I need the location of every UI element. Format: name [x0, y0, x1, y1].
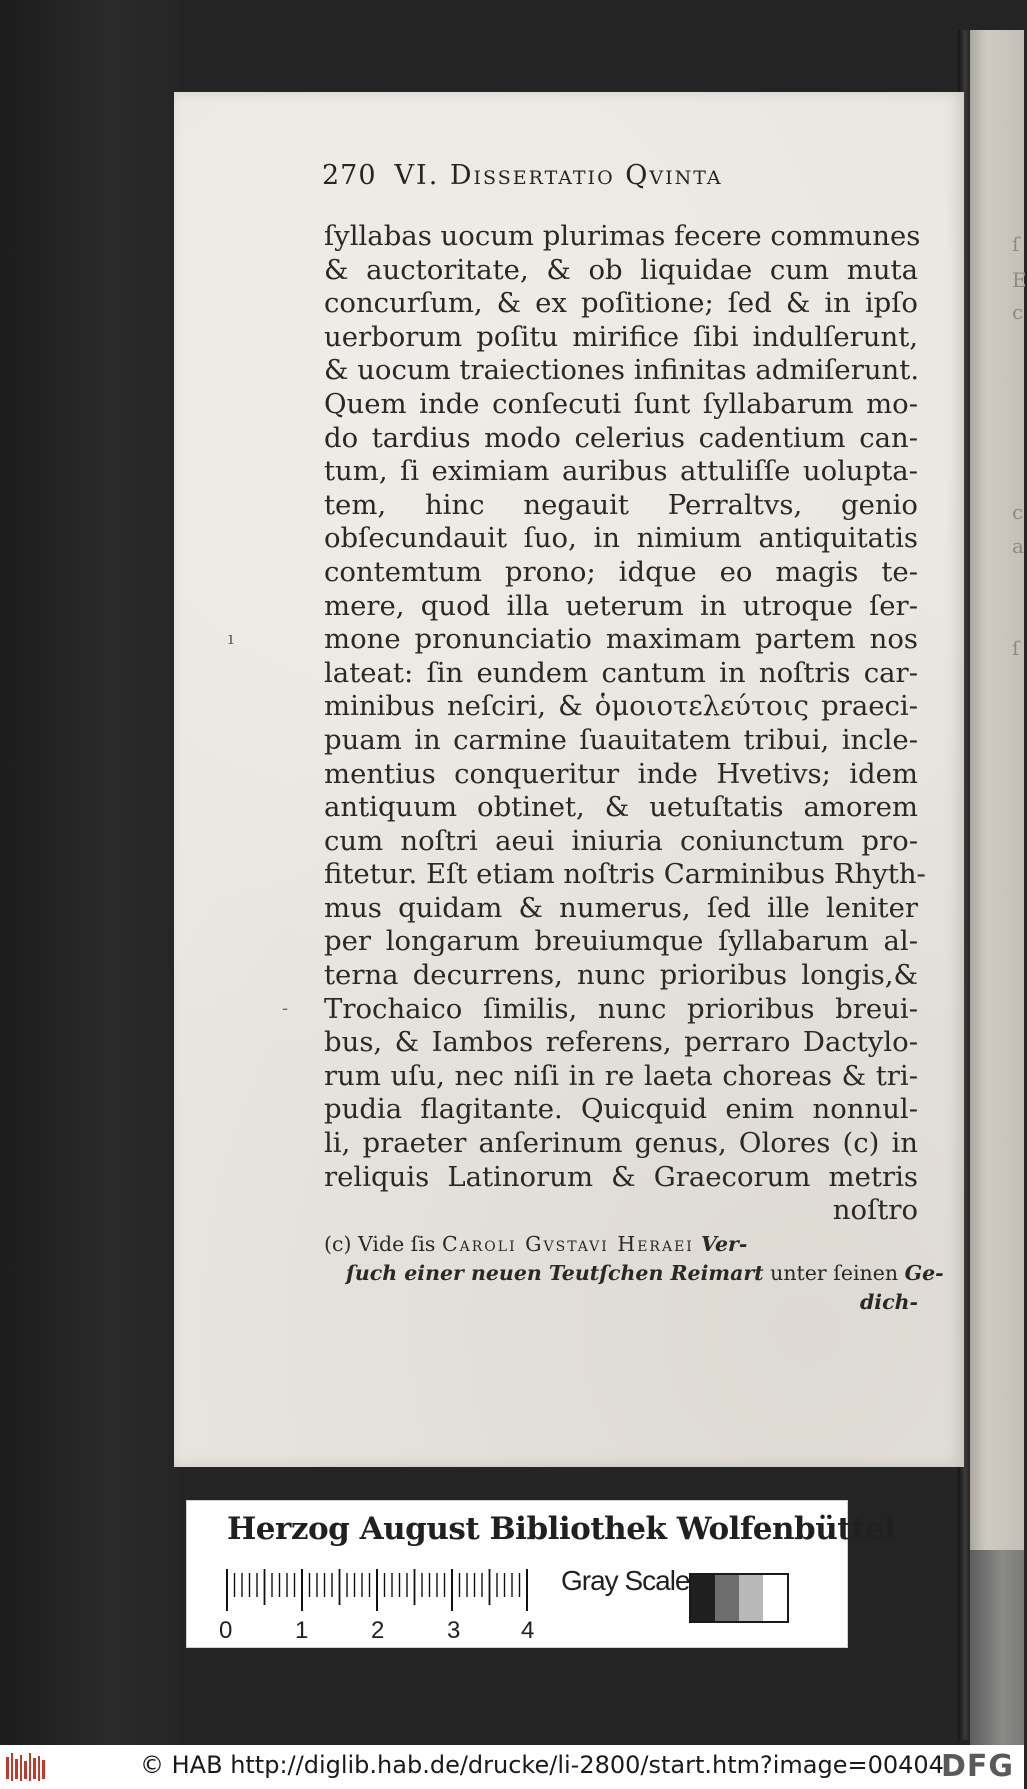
bleed-letter: ſ: [1012, 232, 1020, 256]
margin-mark: ı: [228, 628, 234, 649]
footnote-title: ſuch einer neuen Teutſchen Reimart: [346, 1261, 764, 1285]
bleed-letter: ſ: [1012, 636, 1020, 660]
text-line: Quem inde conſecuti ſunt ſyllabarum mo-: [324, 387, 918, 420]
text-line: minibus neſciri, & ὁμοιοτελεύτοις praeci-: [324, 690, 918, 723]
footnote-line-1: [324, 1230, 918, 1259]
text-line: cum noſtri aeui iniuria coniunctum pro-: [324, 824, 918, 857]
text-line: do tardius modo celerius cadentium can-: [324, 421, 918, 454]
text-line: tem, hinc negauit Perraltvs, genio: [324, 488, 918, 521]
text-line: mentius conqueritur inde Hvetivs; idem: [324, 757, 918, 790]
text-line: tum, ſi eximiam auribus attuliſſe uolupta-: [324, 455, 918, 488]
footnote-author: Caroli Gvstavi Heraei: [441, 1232, 694, 1256]
gray-swatch-step: [739, 1575, 763, 1621]
ruler-number: 3: [447, 1617, 461, 1644]
bleed-letter: c: [1012, 300, 1024, 324]
footnote-line-2: [324, 1259, 944, 1288]
text-line: mone pronunciatio maximam partem nos: [324, 623, 918, 656]
text-line: terna decurrens, nunc prioribus longis,&: [324, 959, 918, 992]
text-line: & uocum traiectiones infinitas admiſerunt.: [324, 354, 920, 387]
text-line: & auctoritate, & ob liquidae cum muta: [324, 253, 918, 286]
text-line: mus quidam & numerus, ſed ille leniter: [324, 891, 918, 924]
text-line: contemtum prono; idque eo magis te-: [324, 555, 918, 588]
copyright-url[interactable]: © HAB http://diglib.hab.de/drucke/li-2800/start.htm?image=00404: [140, 1751, 944, 1779]
text-line: lateat: ſin eundem cantum in noſtris car-: [324, 656, 918, 689]
text-line: concurſum, & ex poſitione; ſed & in ipſo: [324, 287, 918, 320]
gray-swatch-step: [691, 1575, 715, 1621]
text-line: ſyllabas uocum plurimas fecere communes: [324, 220, 921, 252]
text-line: puam in carmine ſuauitatem tribui, incle-: [324, 723, 918, 756]
grayscale-label: Gray Scale: [561, 1565, 690, 1596]
book-binding-left: [0, 0, 180, 1745]
next-page-strip: [970, 30, 1024, 1550]
text-line: mere, quod illa ueterum in utroque ſer-: [324, 589, 918, 622]
catchword: noſtro: [832, 1194, 918, 1227]
text-line: uerborum poſitu mirifice ſibi indulſerunt,: [324, 320, 918, 353]
book-page: [174, 92, 964, 1467]
library-name: Herzog August Bibliothek Wolfenbüttel: [227, 1511, 896, 1547]
running-head-title: VI. Dissertatio Qvinta: [394, 160, 723, 191]
text-line: obſecundauit ſuo, in nimium antiquitatis: [324, 522, 918, 555]
margin-mark: -: [282, 998, 289, 1019]
footnote-title: Ver-: [693, 1232, 748, 1256]
ruler-number: 0: [219, 1617, 233, 1644]
footnote-text: unter ſeinen: [763, 1261, 905, 1285]
ruler-number: 1: [295, 1617, 309, 1644]
text-line: rum uſu, nec niſi in re laeta choreas & tri-: [324, 1059, 918, 1092]
dfg-logo: DFG: [940, 1749, 1014, 1784]
footnote-title: Ge-: [904, 1261, 944, 1285]
text-line: per longarum breuiumque ſyllabarum al-: [324, 925, 918, 958]
color-calibration-bar: [186, 1500, 896, 1648]
page-number: 270: [322, 160, 377, 191]
grayscale-swatch: [689, 1573, 789, 1623]
running-head: [322, 160, 882, 191]
text-line: reliquis Latinorum & Graecorum metris: [324, 1160, 918, 1193]
footnote: [324, 1230, 944, 1317]
text-line: pudia flagitante. Quicquid enim nonnul-: [324, 1093, 918, 1126]
text-line: antiquum obtinet, & uetuſtatis amorem: [324, 791, 918, 824]
text-line: Trochaico ſimilis, nunc prioribus breui-: [324, 992, 918, 1025]
ruler-number: 2: [371, 1617, 385, 1644]
text-line: bus, & Iambos referens, perraro Dactylo-: [324, 1026, 918, 1059]
bleed-letter: a: [1012, 534, 1024, 558]
text-line: fitetur. Eſt etiam noſtris Carminibus Rhyth-: [324, 858, 926, 891]
ruler-numbers: [219, 1617, 539, 1643]
body-text: [324, 220, 926, 1228]
footnote-line-3: [324, 1288, 918, 1317]
bleed-letter: c: [1012, 500, 1024, 524]
gray-swatch-step: [763, 1575, 787, 1621]
gray-swatch-step: [715, 1575, 739, 1621]
footnote-text: (c) Vide ſis: [324, 1232, 442, 1256]
bleed-letter: E: [1012, 268, 1027, 292]
footer-bar: [0, 1745, 1024, 1789]
ruler-number: 4: [521, 1617, 535, 1644]
ruler-scale: [227, 1567, 537, 1613]
text-line: li, praeter anſerinum genus, Olores (c) in: [324, 1127, 918, 1160]
footnote-title: dich-: [859, 1290, 918, 1314]
barcode-logo-icon: [6, 1753, 46, 1781]
